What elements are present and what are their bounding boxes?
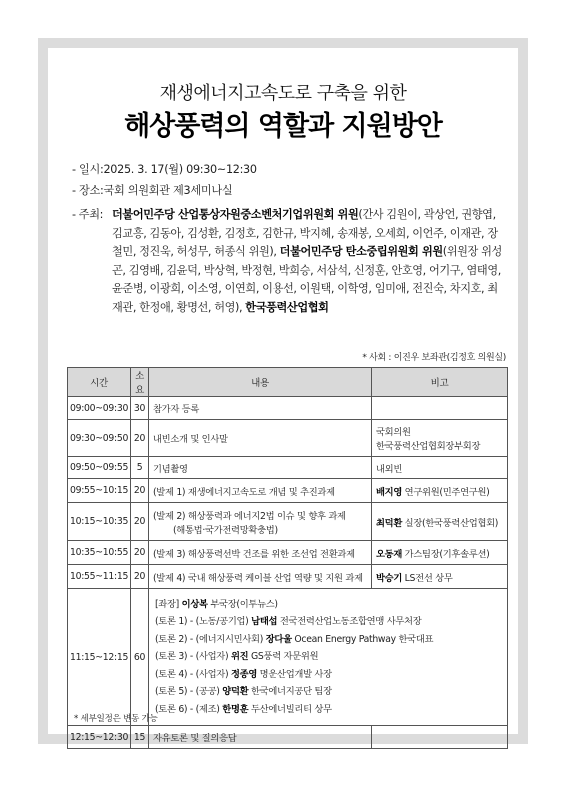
row-note: 내외빈: [371, 457, 507, 479]
row-duration: 15: [131, 726, 149, 749]
discussant-affiliation: 두산에너빌리티 상무: [248, 703, 332, 715]
discussant-affiliation: 전국전력산업노동조합연맹 사무처장: [277, 616, 422, 628]
speaker-affiliation: LS전선 상무: [402, 572, 453, 584]
header-duration: 소요: [131, 368, 149, 397]
discussion-line: [155, 683, 501, 701]
host-organization: 더불어민주당 산업통상자원중소벤처기업위원회 위원: [112, 208, 359, 221]
row-content: 자유토론 및 질의응답: [148, 726, 371, 749]
discussion-role: (토론 1) - (노동/공기업): [154, 616, 252, 628]
row-note: [371, 420, 507, 457]
date-row: [72, 160, 512, 179]
schedule-table: [67, 367, 508, 749]
row-time: 09:55~10:15: [68, 479, 131, 503]
content-line: (해통법·국가전력망확충법): [172, 524, 278, 536]
row-duration: 20: [131, 565, 149, 589]
content-line: (발제 2) 해상풍력과 에너지2법 이슈 및 향후 과제: [152, 510, 346, 522]
row-content: 참가자 등록: [148, 397, 371, 420]
discussion-lines: [155, 596, 501, 719]
row-note: [371, 541, 507, 565]
discussion-line: [155, 631, 501, 649]
row-time: 11:15~12:15: [68, 589, 131, 726]
row-time: 10:35~10:55: [68, 541, 131, 565]
host-members: (간사 김원이, 곽상언, 권향엽, 김교흥, 김동아, 김성환, 김정호, 김한규, 박지혜, 송재봉, 오세희, 이언주, 이재관, 장철민, 정진욱, 허성무, 허종식 위원),: [112, 208, 498, 258]
hosts-text: [112, 206, 504, 317]
discussant-name: 한명훈: [222, 703, 249, 715]
table-row: [68, 479, 508, 503]
host-organization: 더불어민주당 탄소중립위원회 위원: [279, 245, 443, 258]
row-duration: 60: [131, 589, 149, 726]
table-row: [68, 726, 508, 749]
note-line: 국회의원: [375, 427, 411, 438]
speaker-affiliation: 가스팀장(기후솔루션): [402, 548, 490, 560]
host-members: (위원장 위성곤, 김영배, 김윤덕, 박상혁, 박정현, 박희승, 서삼석, 신정훈, 안호영, 어기구, 염태영, 윤준병, 이광희, 이소영, 이연희, 이용선, 이원택, 이학영, 임미애, 전진숙, 차지호, 최재관, 한정애, 황명선, 허영),: [112, 245, 502, 314]
row-note: [371, 726, 507, 749]
speaker-affiliation: 실장(한국풍력산업협회): [402, 517, 499, 529]
date-label: - 일시:: [72, 163, 104, 176]
row-time: 10:15~10:35: [68, 503, 131, 541]
place-label: - 장소:: [72, 184, 104, 197]
row-time: 09:00~09:30: [68, 397, 131, 420]
discussant-name: 이상복: [181, 598, 208, 610]
row-time: 09:50~09:55: [68, 457, 131, 479]
discussion-line: [155, 701, 501, 719]
discussion-role: (토론 5) - (공공): [154, 686, 223, 698]
row-note: [371, 503, 507, 541]
document-page: [48, 48, 518, 744]
speaker-name: 오동재: [375, 548, 403, 560]
discussant-name: 정종영: [230, 668, 258, 680]
table-row: [68, 565, 508, 589]
discussion-role: [좌장]: [154, 598, 182, 610]
table-row: [68, 420, 508, 457]
footnote: * 세부일정은 변동 가능: [74, 714, 158, 724]
page-frame: [38, 38, 528, 744]
row-note: [371, 565, 507, 589]
row-time: 10:55~11:15: [68, 565, 131, 589]
discussant-affiliation: 부국장(이투뉴스): [207, 598, 278, 610]
table-row-discussion: [68, 589, 508, 726]
speaker-affiliation: 연구위원(민주연구원): [402, 486, 490, 498]
row-content: (발제 1) 재생에너지고속도로 개념 및 추진과제: [148, 479, 371, 503]
row-duration: 20: [131, 479, 149, 503]
discussant-name: 양덕환: [222, 686, 249, 698]
row-time: 12:15~12:30: [68, 726, 131, 749]
header-note: 비고: [371, 368, 507, 397]
discussion-role: (토론 3) - (사업자): [154, 651, 231, 663]
table-row: [68, 503, 508, 541]
place-row: [72, 181, 512, 200]
discussion-line: [155, 648, 501, 666]
moderator-note: * 사회 : 이진우 보좌관(김정호 의원실): [362, 353, 506, 363]
host-organization: 한국풍력산업협회: [245, 300, 329, 314]
row-content: 기념촬영: [148, 457, 371, 479]
note-line: 한국풍력산업협회장부회장: [375, 441, 481, 452]
place-value: 국회 의원회관 제3세미나실: [103, 184, 233, 197]
row-content: (발제 3) 해상풍력선박 건조를 위한 조선업 전환과제: [148, 541, 371, 565]
discussion-role: (토론 6) - (제조): [154, 703, 223, 715]
discussion-role: (토론 4) - (사업자): [154, 668, 231, 680]
speaker-name: 박승기: [375, 572, 403, 584]
discussant-affiliation: 명운산업개발 사장: [257, 668, 332, 680]
discussion-role: (토론 2) - (에너지시민사회): [154, 633, 266, 645]
discussant-name: 위진: [230, 651, 249, 663]
row-content: [148, 503, 371, 541]
table-row: [68, 457, 508, 479]
header-content: 내용: [148, 368, 371, 397]
speaker-name: 배지영: [375, 486, 403, 498]
discussant-affiliation: GS풍력 자문위원: [248, 651, 319, 663]
hosts-label: - 주최:: [72, 208, 103, 221]
hosts-block: [72, 206, 504, 317]
discussion-line: [155, 596, 501, 614]
date-value: 2025. 3. 17(월) 09:30~12:30: [103, 163, 257, 176]
event-subtitle: 재생에너지고속도로 구축을 위한: [159, 83, 407, 104]
row-duration: 20: [131, 503, 149, 541]
table-row: [68, 541, 508, 565]
discussion-line: [155, 613, 501, 631]
discussion-line: [155, 666, 501, 684]
row-duration: 5: [131, 457, 149, 479]
speaker-name: 최덕환: [375, 517, 403, 529]
row-content: (발제 4) 국내 해상풍력 케이블 산업 역량 및 지원 과제: [148, 565, 371, 589]
table-header-row: [68, 368, 508, 397]
row-note: [371, 479, 507, 503]
event-title: 해상풍력의 역할과 지원방안: [124, 111, 442, 142]
row-duration: 30: [131, 397, 149, 420]
table-row: [68, 397, 508, 420]
row-time: 09:30~09:50: [68, 420, 131, 457]
discussant-affiliation: Ocean Energy Pathway 한국대표: [291, 633, 434, 645]
discussant-affiliation: 한국에너지공단 팀장: [248, 686, 332, 698]
row-content: 내빈소개 및 인사말: [148, 420, 371, 457]
discussant-name: 장다울: [265, 633, 292, 645]
header-time: 시간: [68, 368, 131, 397]
discussant-name: 남태섭: [251, 616, 278, 628]
row-duration: 20: [131, 420, 149, 457]
row-duration: 20: [131, 541, 149, 565]
row-note: [371, 397, 507, 420]
discussion-panel: [148, 589, 507, 726]
